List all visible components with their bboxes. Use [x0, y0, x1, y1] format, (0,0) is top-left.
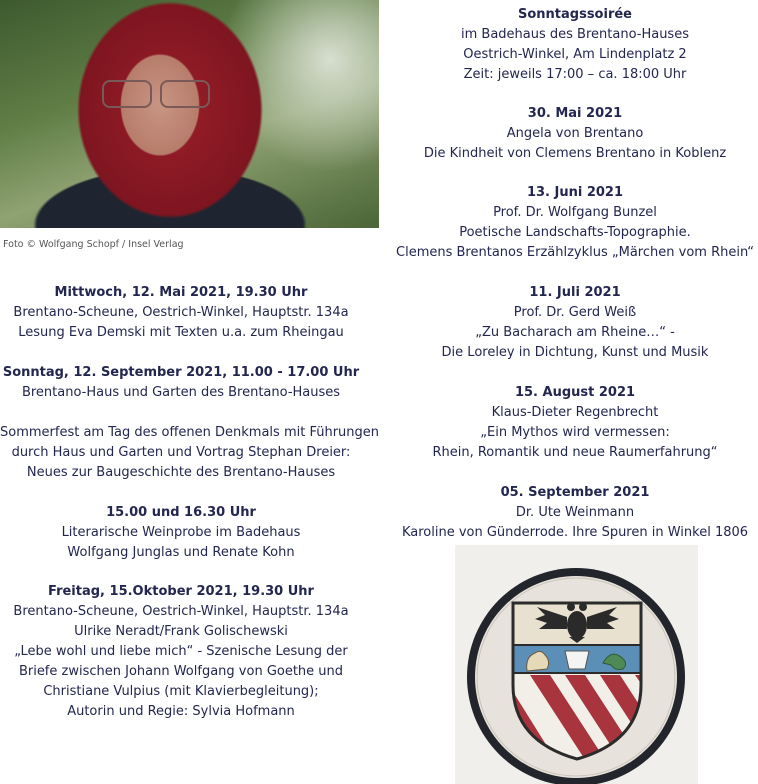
event-line: Sommerfest am Tag des offenen Denkmals mit Führungen [0, 425, 380, 440]
event-line: Poetische Landschafts-Topographie. [459, 225, 691, 240]
event-line [0, 403, 362, 423]
event-block [0, 363, 380, 483]
event-line: Karoline von Günderrode. Ihre Spuren in Winkel 1806 [401, 525, 749, 540]
event-line: Ulrike Neradt/Frank Golischewski [74, 624, 288, 639]
event-block [392, 383, 758, 463]
event-block [392, 183, 758, 263]
portrait-photo [0, 0, 379, 228]
event-title: 05. September 2021 [500, 485, 650, 500]
event-line: Klaus-Dieter Regenbrecht [491, 405, 659, 420]
event-line: „Ein Mythos wird vermessen: [480, 425, 670, 440]
event-line: Prof. Dr. Wolfgang Bunzel [493, 205, 657, 220]
event-title: 15.00 und 16.30 Uhr [106, 505, 256, 520]
event-line: Brentano-Scheune, Oestrich-Winkel, Hauptstr. 134a [13, 305, 349, 320]
event-line: Wolfgang Junglas und Renate Kohn [67, 545, 295, 560]
event-title: Mittwoch, 12. Mai 2021, 19.30 Uhr [54, 285, 308, 300]
event-title: 30. Mai 2021 [527, 106, 623, 121]
photo-caption: Foto © Wolfgang Schopf / Insel Verlag [3, 239, 184, 250]
event-line: Autorin und Regie: Sylvia Hofmann [67, 704, 295, 719]
coat-of-arms-icon [455, 545, 698, 784]
event-title: 15. August 2021 [514, 385, 636, 400]
event-line: Oestrich-Winkel, Am Lindenplatz 2 [463, 47, 687, 62]
event-line: Brentano-Scheune, Oestrich-Winkel, Hauptstr. 134a [13, 604, 349, 619]
event-block [392, 283, 758, 363]
glasses [102, 80, 212, 106]
event-line: Lesung Eva Demski mit Texten u.a. zum Rheingau [18, 325, 344, 340]
event-line: Christiane Vulpius (mit Klavierbegleitung); [43, 684, 319, 699]
event-line: Literarische Weinprobe im Badehaus [61, 525, 301, 540]
event-line: Zeit: jeweils 17:00 – ca. 18:00 Uhr [463, 67, 687, 82]
event-line: Brentano-Haus und Garten des Brentano-Hauses [21, 385, 341, 400]
event-block [392, 104, 758, 164]
event-line: Rhein, Romantik und neue Raumerfahrung“ [432, 445, 718, 460]
event-line: „Zu Bacharach am Rheine…“ - [475, 325, 675, 340]
event-title: Sonntagssoirée [517, 7, 632, 22]
event-title: 13. Juni 2021 [526, 185, 624, 200]
event-line: Die Kindheit von Clemens Brentano in Koblenz [423, 146, 727, 161]
event-line: im Badehaus des Brentano-Hauses [461, 27, 689, 42]
event-line: Briefe zwischen Johann Wolfgang von Goethe und [18, 664, 344, 679]
event-line: Prof. Dr. Gerd Weiß [513, 305, 637, 320]
event-block [0, 283, 362, 343]
brentano-crest-image [455, 545, 698, 784]
event-line: Die Loreley in Dichtung, Kunst und Musik [441, 345, 709, 360]
event-title: 11. Juli 2021 [529, 285, 621, 300]
event-title: Sonntag, 12. September 2021, 11.00 - 17.00 Uhr [2, 365, 360, 380]
event-line: Angela von Brentano [506, 126, 644, 141]
event-block [392, 5, 758, 85]
event-line: Neues zur Baugeschichte des Brentano-Hauses [26, 465, 336, 480]
event-block [0, 503, 362, 563]
event-line: „Lebe wohl und liebe mich“ - Szenische Lesung der [14, 644, 348, 659]
event-title: Freitag, 15.Oktober 2021, 19.30 Uhr [48, 584, 314, 599]
event-block [392, 483, 758, 543]
event-line: durch Haus und Garten und Vortrag Stephan Dreier: [11, 445, 351, 460]
event-block [0, 582, 362, 722]
event-line: Clemens Brentanos Erzählzyklus „Märchen vom Rhein“ [396, 245, 754, 260]
event-line: Dr. Ute Weinmann [515, 505, 635, 520]
